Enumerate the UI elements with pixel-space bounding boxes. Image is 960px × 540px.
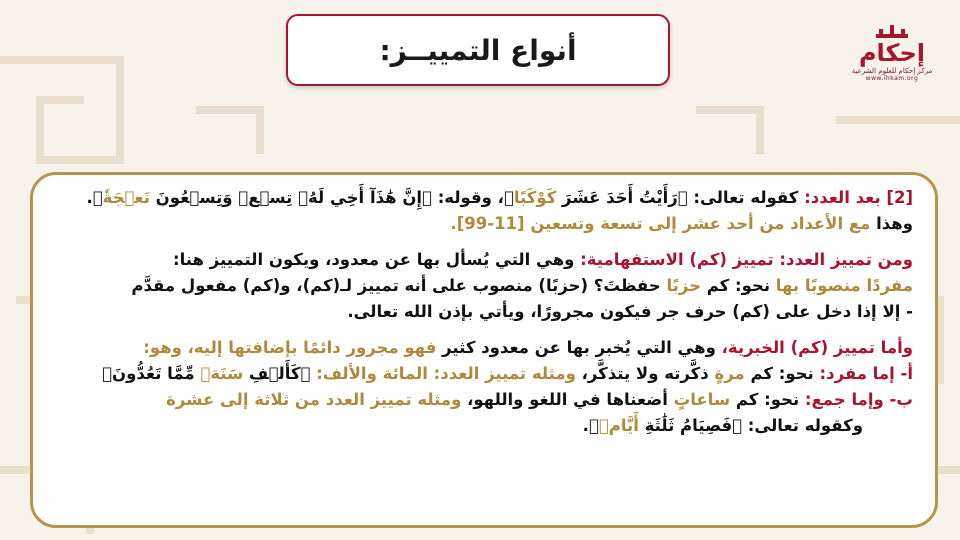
count-line-1: [2] بعد العدد: كقوله تعالى: ﴿رَأَيْتُ أَحَدَ عَشَرَ كَوْكَبًا﴾، وقوله: ﴿إِنَّ هَٰذَآ أَخِي لَهُۥ تِسۡعٞ وَتِسۡعُونَ نَعۡجَةٗ﴾. [86,188,913,207]
kam-q-line-3: - إلا إذا دخل على (كم) حرف جر فيكون مجرورًا، ويأتي بإذن الله تعالى. [347,302,913,321]
tamyiz-word: حزبًا [666,276,701,295]
logo-name: إحكام [858,39,926,67]
count-line-2: وهذا مع الأعداد من أحد عشر إلى تسعة وتسعين [11-99]. [450,214,913,233]
logo-subtitle: مركز إحكام للعلوم الشرعية [851,67,933,75]
logo-url: www.ihkam.org [865,75,919,82]
tamyiz-word: كَوْكَبًا [513,188,557,207]
logo [846,24,938,98]
kam-k-heading: وأما تمييز (كم) الخبرية، [721,338,913,357]
kam-q-heading: ومن تمييز العدد: تمييز (كم) الاستفهامية: [580,250,913,269]
kam-k-line-2: أ- إما مفرد: نحو: كم مرةٍ ذكَّرته ولا يتذكَّر، ومثله تمييز العدد: المائة والألف: ﴿كَأَلۡفِ سَنَةٖ مِّمَّا تَعُدُّونَ﴾ [102,364,913,383]
count-range: مع الأعداد من أحد عشر إلى تسعة وتسعين [11-99]. [450,214,871,233]
tamyiz-word: سَنَةٖ [200,364,244,383]
slide-title: أنواع التمييــز: [379,33,577,67]
logo-emblem-icon [875,24,909,40]
tamyiz-word: مرةٍ [714,364,745,383]
tamyiz-word: ساعاتٍ [673,390,731,409]
title-box [286,14,670,86]
content-box [30,172,938,528]
tamyiz-word: نَعۡجَةٗ [102,188,150,207]
kam-q-line-1: ومن تمييز العدد: تمييز (كم) الاستفهامية: وهي التي يُسأل بها عن معدود، ويكون التمييز هنا: [173,250,913,269]
kam-k-line-1: وأما تمييز (كم) الخبرية، وهي التي يُخبر بها عن معدود كثير فهو مجرور دائمًا بإضافتها إليه، وهو: [143,338,913,357]
tamyiz-word: أَيَّامٖ [598,416,639,435]
kam-k-line-3: ب- وإما جمع: نحو: كم ساعاتٍ أضعناها في اللغو واللهو، ومثله تمييز العدد من ثلاثة إلى عشرة [166,390,913,409]
count-heading: [2] بعد العدد: [804,188,913,207]
kam-k-line-4: وكقوله تعالى: ﴿فَصِيَامُ ثَلَٰثَةِ أَيَّامٖ﴾. [582,416,863,435]
kam-q-line-2: مفردًا منصوبًا بها نحو: كم حزبًا حفظتَ؟ (حزبًا) منصوب على أنه تمييز لـ(كم)، و(كم) مفعول مقدَّم [131,276,913,295]
